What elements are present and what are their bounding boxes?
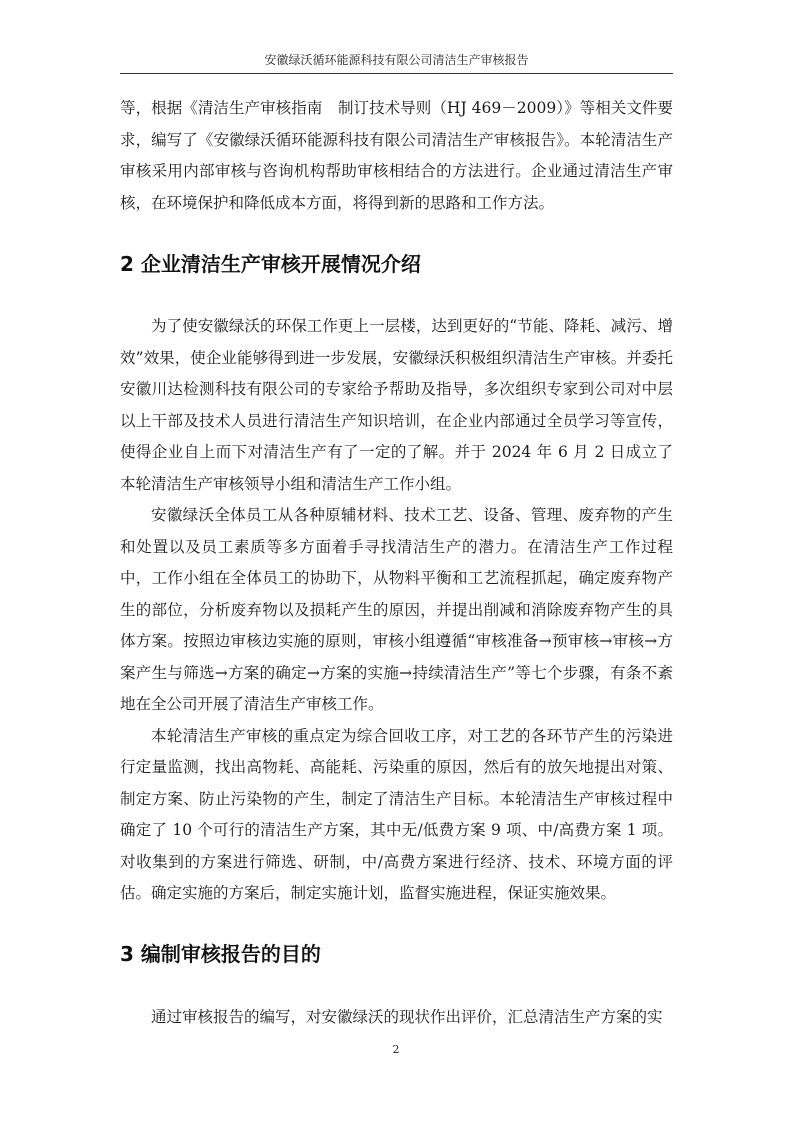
section-2-paragraph-2: 安徽绿沃全体员工从各种原辅材料、技术工艺、设备、管理、废弃物的产生和处置以及员工素质等多方面着手寻找清洁生产的潜力。在清洁生产工作过程中，工作小组在全体员工的协助下，从物料平衡和工艺流程抓起，确定废弃物产生的部位，分析废弃物以及损耗产生的原因，并提出削减和消除废弃物产生的具体方案。按照边审核边实施的原则，审核小组遵循“审核准备→预审核→审核→方案产生与筛选→方案的确定→方案的实施→持续清洁生产”等七个步骤，有条不紊地在全公司开展了清洁生产审核工作。: [120, 506, 673, 713]
intro-paragraph: 等，根据《清洁生产审核指南 制订技术导则（HJ 469－2009）》等相关文件要求，编写了《安徽绿沃循环能源科技有限公司清洁生产审核报告》。本轮清洁生产审核采用内部审核与咨询机构帮助审核相结合的方法进行。企业通过清洁生产审核，在环境保护和降低成本方面，将得到新的思路和工作方法。: [120, 99, 673, 212]
page-number: 2: [392, 1043, 400, 1056]
page-header: 安徽绿沃循环能源科技有限公司清洁生产审核报告: [264, 53, 529, 67]
section-3-paragraph-1: 通过审核报告的编写，对安徽绿沃的现状作出评价，汇总清洁生产方案的实: [151, 1007, 663, 1026]
document-body: [120, 93, 673, 1033]
section-heading-3: 3 编制审核报告的目的: [120, 941, 321, 966]
section-2-paragraph-1: 为了使安徽绿沃的环保工作更上一层楼，达到更好的“节能、降耗、减污、增效”效果，使企业能够得到进一步发展，安徽绿沃积极组织清洁生产审核。并委托安徽川达检测科技有限公司的专家给予帮助及指导，多次组织专家到公司对中层以上干部及技术人员进行清洁生产知识培训，在企业内部通过全员学习等宣传，使得企业自上而下对清洁生产有了一定的了解。并于 2024 年 6 月 2 日成立了本轮清洁生产审核领导小组和清洁生产工作小组。: [120, 317, 673, 493]
section-2-paragraph-3: 本轮清洁生产审核的重点定为综合回收工序，对工艺的各环节产生的污染进行定量监测，找出高物耗、高能耗、污染重的原因，然后有的放矢地提出对策、制定方案、防止污染物的产生，制定了清洁生产目标。本轮清洁生产审核过程中确定了 10 个可行的清洁生产方案，其中无/低费方案 9 项、中/高费方案 1 项。对收集到的方案进行筛选、研制，中/高费方案进行经济、技术、环境方面的评估。确定实施的方案后，制定实施计划，监督实施进程，保证实施效果。: [120, 726, 673, 902]
header-divider: [120, 73, 673, 74]
section-heading-2: 2 企业清洁生产审核开展情况介绍: [120, 252, 421, 276]
